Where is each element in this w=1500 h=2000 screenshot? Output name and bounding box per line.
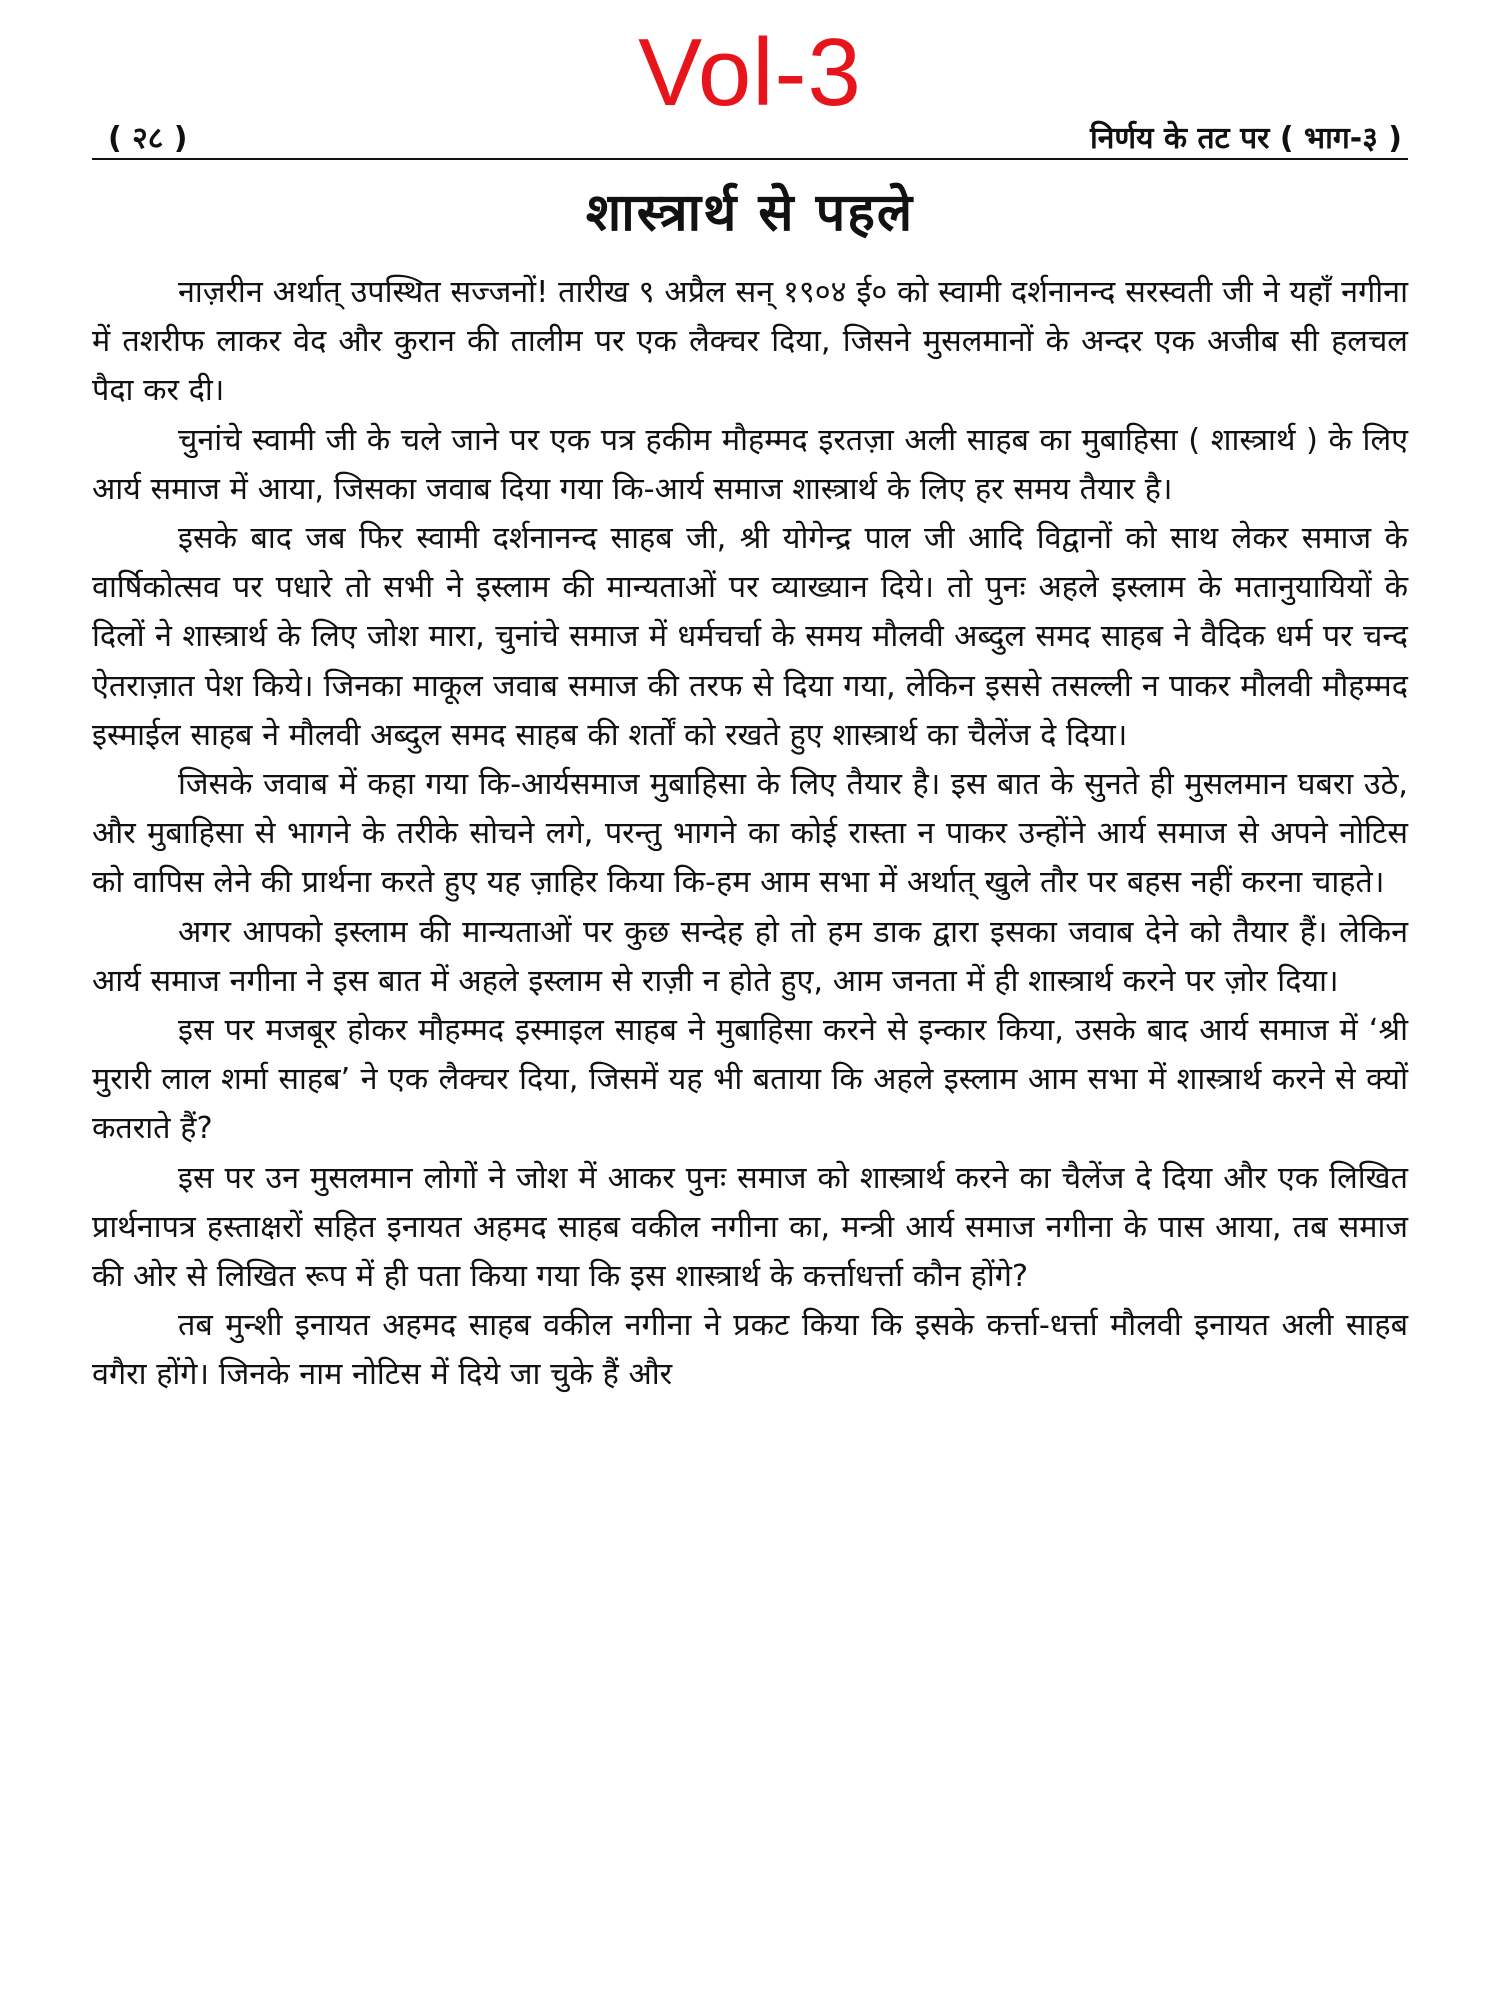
paragraph-2: चुनांचे स्वामी जी के चले जाने पर एक पत्र हकीम मौहम्मद इरतज़ा अली साहब का मुबाहिसा ( शास्त्रार्थ ) के लिए आर्य समाज में आया, जिसका जवाब दिया गया कि-आर्य समाज शास्त्रार्थ के लिए हर समय तैयार है। xyxy=(92,422,1408,507)
paragraph-3: इसके बाद जब फिर स्वामी दर्शनानन्द साहब जी, श्री योगेन्द्र पाल जी आदि विद्वानों को साथ लेकर समाज के वार्षिकोत्सव पर पधारे तो सभी ने इस्लाम की मान्यताओं पर व्याख्यान दिये। तो पुनः अहले इस्लाम के मतानुयायियों के दिलों ने शास्त्रार्थ के लिए जोश मारा, चुनांचे समाज में धर्मचर्चा के समय मौलवी अब्दुल समद साहब ने वैदिक धर्म पर चन्द ऐतराज़ात पेश किये। जिनका माकूल जवाब समाज की तरफ से दिया गया, लेकिन इससे तसल्ली न पाकर मौलवी मौहम्मद इस्माईल साहब ने मौलवी अब्दुल समद साहब की शर्तों को रखते हुए शास्त्रार्थ का चैलेंज दे दिया। xyxy=(92,521,1408,753)
chapter-title: शास्त्रार्थ से पहले xyxy=(585,183,915,243)
header-rule xyxy=(92,158,1408,160)
paragraph-6: इस पर मजबूर होकर मौहम्मद इस्माइल साहब ने मुबाहिसा करने से इन्कार किया, उसके बाद आर्य समाज में ‘श्री मुरारी लाल शर्मा साहब’ ने एक लैक्चर दिया, जिसमें यह भी बताया कि अहले इस्लाम आम सभा में शास्त्रार्थ करने से क्यों कतराते हैं? xyxy=(92,1013,1408,1147)
running-header xyxy=(92,112,1408,162)
volume-stamp: Vol-3 xyxy=(638,19,862,126)
paragraph-8: तब मुन्शी इनायत अहमद साहब वकील नगीना ने प्रकट किया कि इसके कर्त्ता-धर्त्ता मौलवी इनायत अली साहब वगैरा होंगे। जिनके नाम नोटिस में दिये जा चुके हैं और xyxy=(92,1308,1408,1393)
book-title: निर्णय के तट पर ( भाग-३ ) xyxy=(1090,121,1402,156)
paragraph-1: नाज़रीन अर्थात् उपस्थित सज्जनों! तारीख ९ अप्रैल सन् १९०४ ई० को स्वामी दर्शनानन्द सरस्वती जी ने यहाँ नगीना में तशरीफ लाकर वेद और कुरान की तालीम पर एक लैक्चर दिया, जिसने मुसलमानों के अन्दर एक अजीब सी हलचल पैदा कर दी। xyxy=(92,275,1408,409)
paragraph-4: जिसके जवाब में कहा गया कि-आर्यसमाज मुबाहिसा के लिए तैयार है। इस बात के सुनते ही मुसलमान घबरा उठे, और मुबाहिसा से भागने के तरीके सोचने लगे, परन्तु भागने का कोई रास्ता न पाकर उन्होंने आर्य समाज से अपने नोटिस को वापिस लेने की प्रार्थना करते हुए यह ज़ाहिर किया कि-हम आम सभा में अर्थात् खुले तौर पर बहस नहीं करना चाहते। xyxy=(92,767,1408,901)
paragraph-7: इस पर उन मुसलमान लोगों ने जोश में आकर पुनः समाज को शास्त्रार्थ करने का चैलेंज दे दिया और एक लिखित प्रार्थनापत्र हस्ताक्षरों सहित इनायत अहमद साहब वकील नगीना का, मन्त्री आर्य समाज नगीना के पास आया, तब समाज की ओर से लिखित रूप में ही पता किया गया कि इस शास्त्रार्थ के कर्त्ताधर्त्ता कौन होंगे? xyxy=(92,1160,1408,1295)
body-text xyxy=(92,268,1408,1400)
paragraph-5: अगर आपको इस्लाम की मान्यताओं पर कुछ सन्देह हो तो हम डाक द्वारा इसका जवाब देने को तैयार हैं। लेकिन आर्य समाज नगीना ने इस बात में अहले इस्लाम से राज़ी न होते हुए, आम जनता में ही शास्त्रार्थ करने पर ज़ोर दिया। xyxy=(92,914,1408,999)
page-number: ( २८ ) xyxy=(108,121,188,156)
